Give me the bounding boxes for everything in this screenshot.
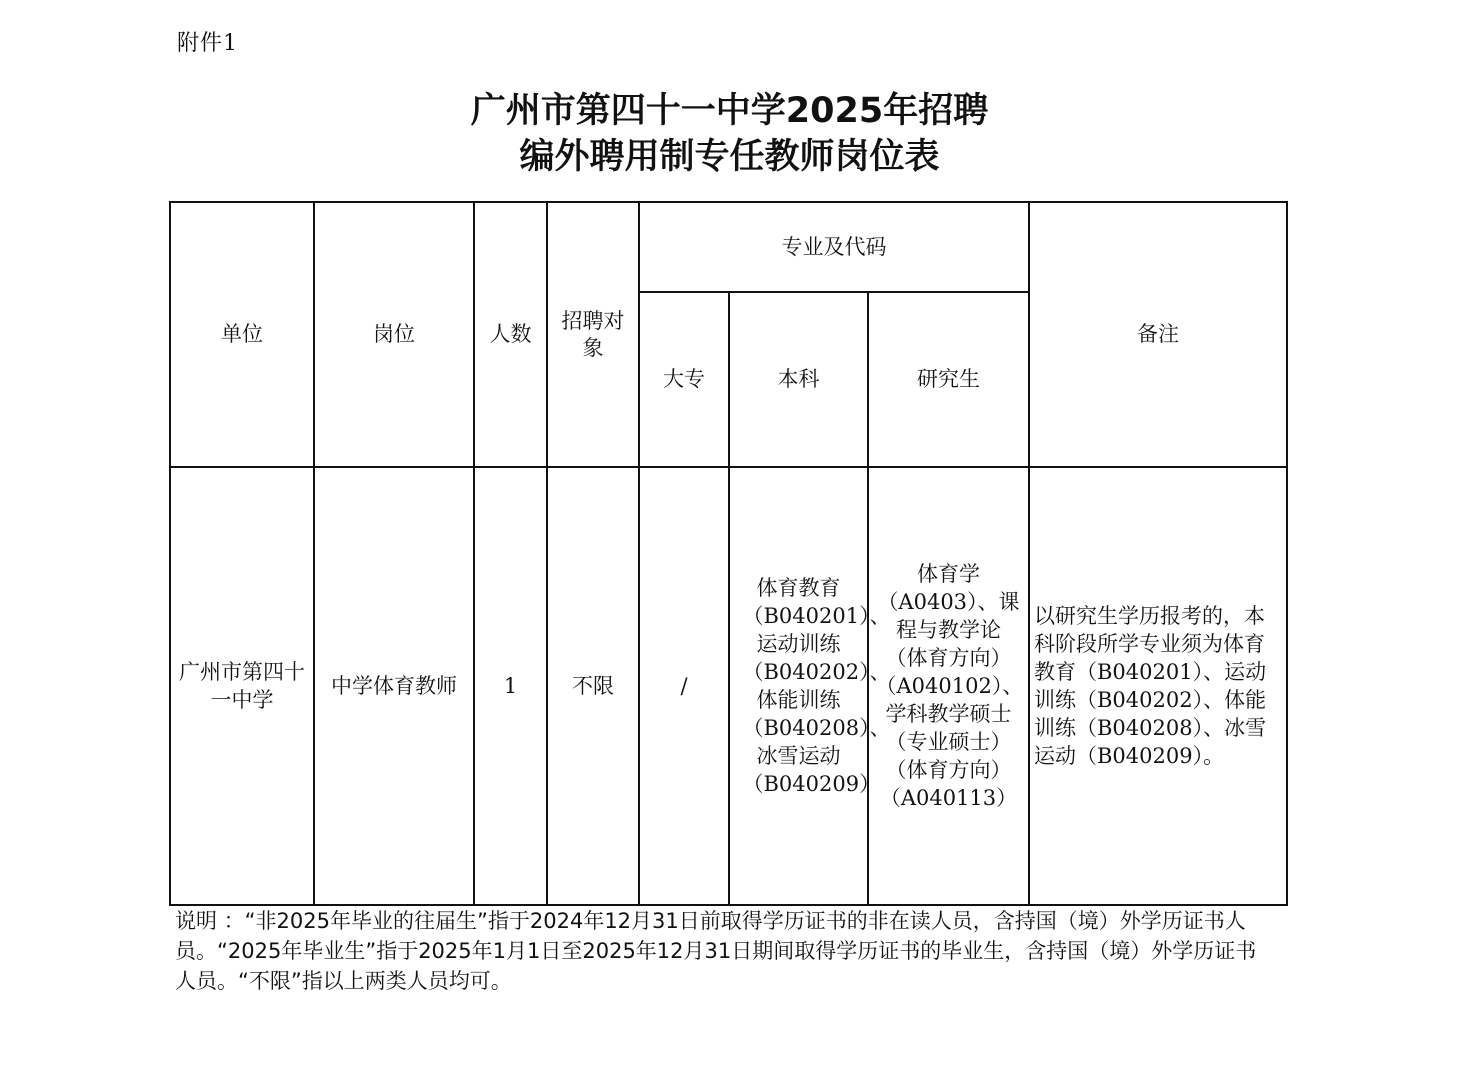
header-row-1 — [170, 202, 1287, 292]
cell-undergraduate — [729, 467, 891, 905]
positions-table — [169, 201, 1288, 906]
cell-unit — [170, 467, 314, 905]
title-line-1: 广州市第四十一中学2025年招聘 — [470, 91, 989, 131]
cell-graduate — [868, 467, 1029, 905]
table-row — [170, 467, 1287, 905]
header-unit: 单位 — [170, 202, 314, 467]
header-target-text: 招聘对象 — [561, 308, 625, 360]
title-line-2: 编外聘用制专任教师岗位表 — [519, 137, 940, 177]
header-target — [547, 202, 639, 467]
header-major-group: 专业及代码 — [639, 202, 1029, 292]
cell-graduate-text: 体育学（A0403）、课程与教学论（体育方向）（A040102）、学科教学硕士（专业硕士）（体育方向）（A040113） — [875, 562, 1024, 810]
header-count: 人数 — [474, 202, 547, 467]
attachment-label: 附件1 — [177, 31, 238, 56]
header-undergraduate: 本科 — [729, 292, 868, 467]
cell-college: / — [639, 467, 729, 905]
explanation-note: 说明 ：“非2025年毕业的往届生”指于2024年12月31日前取得学历证书的非在读人员，含持国（境）外学历证书人员。“2025年毕业生”指于2025年1月1日至2025年12月31日期间取得学历证书的毕业生，含持国（境）外学历证书人员。“不限”指以上两类人员均可。 — [175, 909, 1257, 993]
header-position: 岗位 — [314, 202, 474, 467]
cell-count: 1 — [474, 467, 547, 905]
header-remarks: 备注 — [1029, 202, 1287, 467]
cell-unit-text: 广州市第四十一中学 — [179, 660, 305, 712]
page-title — [0, 88, 1459, 180]
header-college: 大专 — [639, 292, 729, 467]
cell-target: 不限 — [547, 467, 639, 905]
cell-undergraduate-text: 体育教育（B040201）、运动训练（B040202）、体能训练（B040208）、冰雪运动（B040209） — [742, 576, 891, 796]
cell-remarks: 以研究生学历报考的，本科阶段所学专业须为体育教育（B040201）、运动训练（B040202）、体能训练（B040208）、冰雪运动（B040209）。 — [1029, 467, 1287, 905]
header-graduate: 研究生 — [868, 292, 1029, 467]
cell-position: 中学体育教师 — [314, 467, 474, 905]
